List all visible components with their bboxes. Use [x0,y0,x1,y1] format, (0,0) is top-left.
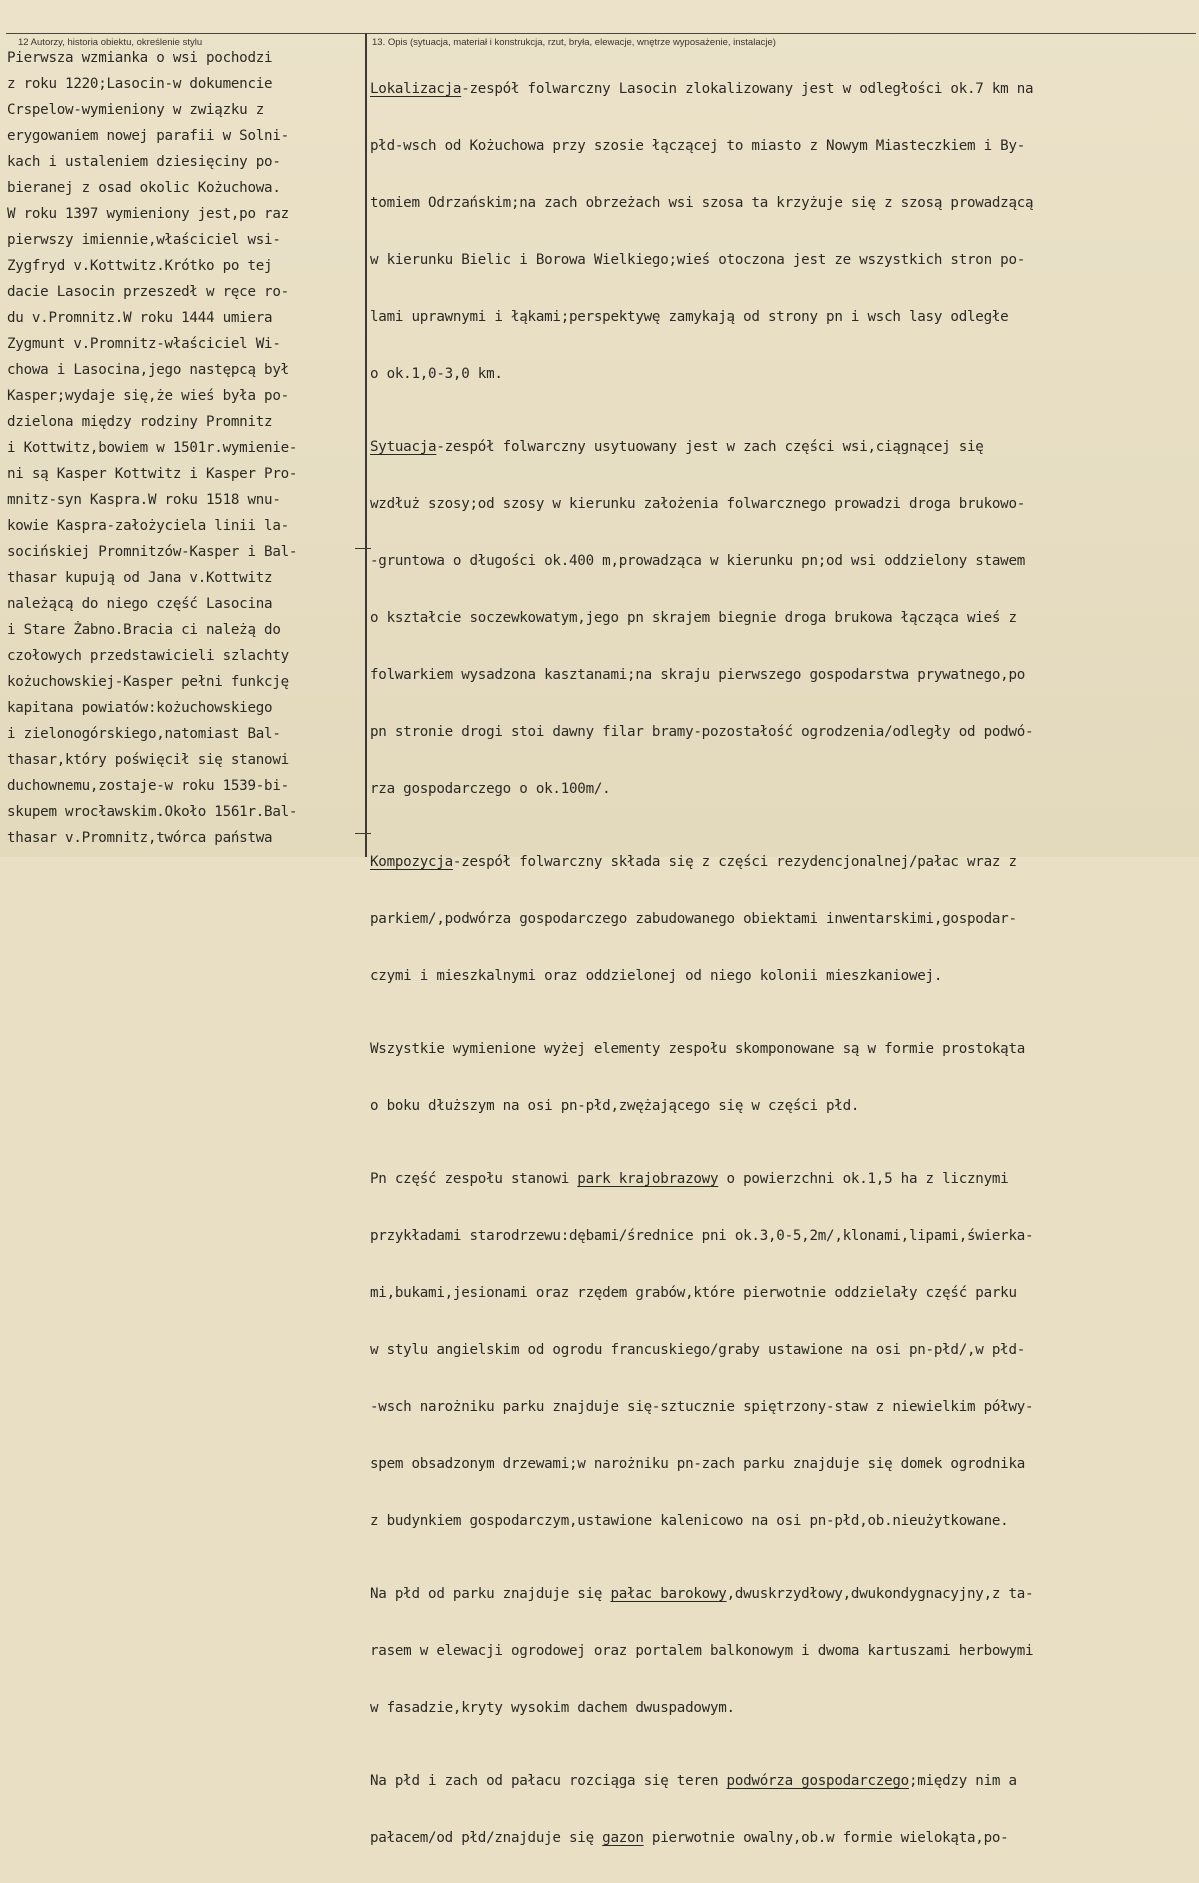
text-line: dzielona między rodziny Promnitz [7,414,273,430]
text-line: przykładami starodrzewu:dębami/średnice pni ok.3,0-5,2m/,klonami,lipami,świerka- [370,1228,1034,1244]
history-text-column [7,45,363,851]
margin-dash-mark [355,548,371,549]
section-heading-lokalizacja: Lokalizacja [370,81,462,97]
text-line: o ok.1,0-3,0 km. [370,366,503,382]
term-podworze-gospodarcze: podwórza gospodarczego [726,1773,909,1789]
text-line: tomiem Odrzańskim;na zach obrzeżach wsi szosa ta krzyżuje się z szosą prowadzącą [370,195,1034,211]
text-line: folwarkiem wysadzona kasztanami;na skraju pierwszego gospodarstwa prywatnego,po [370,667,1026,683]
text-line: Na płd od parku znajduje się pałac barokowy,dwuskrzydłowy,dwukondygnacyjny,z ta- [370,1586,1034,1602]
text-line: czymi i mieszkalnymi oraz oddzielonej od niego kolonii mieszkaniowej. [370,968,943,984]
text-line: Wszystkie wymienione wyżej elementy zespołu skomponowane są w formie prostokąta [370,1041,1026,1057]
text-line: pałacem/od płd/znajduje się gazon pierwotnie owalny,ob.w formie wielokąta,po- [370,1830,1009,1846]
text-line: rasem w elewacji ogrodowej oraz portalem balkonowym i dwoma kartuszami herbowymi [370,1643,1034,1659]
text-line: duchownemu,zostaje-w roku 1539-bi- [7,778,289,794]
text-line: kapitana powiatów:kożuchowskiego [7,700,273,716]
text-line: lami uprawnymi i łąkami;perspektywę zamykają od strony pn i wsch lasy odległe [370,309,1009,325]
term-gazon: gazon [602,1830,644,1846]
term-park-krajobrazowy: park krajobrazowy [577,1171,719,1187]
text-line: skupem wrocławskim.Około 1561r.Bal- [7,804,298,820]
text-line: ni są Kasper Kottwitz i Kasper Pro- [7,466,298,482]
column-divider [365,33,367,857]
text-line: mnitz-syn Kaspra.W roku 1518 wnu- [7,492,281,508]
text-line: Sytuacja-zespół folwarczny usytuowany jest w zach części wsi,ciągnącej się [370,439,984,455]
text-line: z roku 1220;Lasocin-w dokumencie [7,76,273,92]
text-line: Zygmunt v.Promnitz-właściciel Wi- [7,336,281,352]
text-line: socińskiej Promnitzów-Kasper i Bal- [7,544,298,560]
text-line: mi,bukami,jesionami oraz rzędem grabów,które pierwotnie oddzielały część parku [370,1285,1017,1301]
text-line: parkiem/,podwórza gospodarczego zabudowanego obiektami inwentarskimi,gospodar- [370,911,1017,927]
text-line: płd-wsch od Kożuchowa przy szosie łączącej to miasto z Nowym Miasteczkiem i By- [370,138,1026,154]
text-line: chowa i Lasocina,jego następcą był [7,362,289,378]
text-line: należącą do niego część Lasocina [7,596,273,612]
text-line: kowie Kaspra-założyciela linii la- [7,518,289,534]
text-line: Na płd i zach od pałacu rozciąga się teren podwórza gospodarczego;między nim a [370,1773,1017,1789]
text-line: du v.Promnitz.W roku 1444 umiera [7,310,273,326]
margin-dash-mark [355,833,371,834]
text-line: w fasadzie,kryty wysokim dachem dwuspadowym. [370,1700,735,1716]
text-line: spem obsadzonym drzewami;w narożniku pn-zach parku znajduje się domek ogrodnika [370,1456,1026,1472]
text-line: thasar v.Promnitz,twórca państwa [7,830,273,846]
text-line: thasar kupują od Jana v.Kottwitz [7,570,273,586]
text-line: w kierunku Bielic i Borowa Wielkiego;wieś otoczona jest ze wszystkich stron po- [370,252,1026,268]
text-line: czołowych przedstawicieli szlachty [7,648,289,664]
text-line: W roku 1397 wymieniony jest,po raz [7,206,289,222]
text-line: kach i ustaleniem dziesięciny po- [7,154,281,170]
left-column-heading: 12 Autorzy, historia obiektu, określenie stylu [18,37,203,48]
term-palac-barokowy: pałac barokowy [610,1586,727,1602]
text-line: dacie Lasocin przeszedł w ręce ro- [7,284,289,300]
text-line: kożuchowskiej-Kasper pełni funkcję [7,674,289,690]
text-line: Kompozycja-zespół folwarczny składa się z części rezydencjonalnej/pałac wraz z [370,854,1017,870]
text-line: Crspelow-wymieniony w związku z [7,102,265,118]
text-line: bieranej z osad okolic Kożuchowa. [7,180,281,196]
right-column-heading: 13. Opis (sytuacja, materiał i konstrukcja, rzut, bryła, elewacje, wnętrze wyposażenie, instalacje) [372,37,776,48]
text-line: Pn część zespołu stanowi park krajobrazowy o powierzchni ok.1,5 ha z licznymi [370,1171,1009,1187]
text-line: i Stare Żabno.Bracia ci należą do [7,622,281,638]
text-line: z budynkiem gospodarczym,ustawione kalenicowo na osi pn-płd,ob.nieużytkowane. [370,1513,1009,1529]
text-line: i zielonogórskiego,natomiast Bal- [7,726,281,742]
text-line: thasar,który poświęcił się stanowi [7,752,289,768]
text-line: Lokalizacja-zespół folwarczny Lasocin zlokalizowany jest w odległości ok.7 km na [370,81,1034,97]
text-line: o kształcie soczewkowatym,jego pn skrajem biegnie droga brukowa łącząca wieś z [370,610,1017,626]
text-line: pn stronie drogi stoi dawny filar bramy-pozostałość ogrodzenia/odległy od podwó- [370,724,1034,740]
text-line: -gruntowa o długości ok.400 m,prowadząca w kierunku pn;od wsi oddzielony stawem [370,553,1026,569]
text-line: w stylu angielskim od ogrodu francuskiego/graby ustawione na osi pn-płd/,w płd- [370,1342,1026,1358]
text-line: Pierwsza wzmianka o wsi pochodzi [7,50,273,66]
description-text-column [370,45,1196,1883]
text-line: Zygfryd v.Kottwitz.Krótko po tej [7,258,273,274]
text-line: -wsch narożniku parku znajduje się-sztucznie spiętrzony-staw z niewielkim półwy- [370,1399,1034,1415]
section-heading-sytuacja: Sytuacja [370,439,437,455]
text-line: rza gospodarczego o ok.100m/. [370,781,611,797]
section-heading-kompozycja: Kompozycja [370,854,453,870]
text-line: pierwszy imiennie,właściciel wsi- [7,232,281,248]
header-rule [6,33,1196,34]
text-line: erygowaniem nowej parafii w Solni- [7,128,289,144]
text-line: o boku dłuższym na osi pn-płd,zwężającego się w części płd. [370,1098,860,1114]
text-line: i Kottwitz,bowiem w 1501r.wymienie- [7,440,298,456]
text-line: Kasper;wydaje się,że wieś była po- [7,388,289,404]
text-line: wzdłuż szosy;od szosy w kierunku założenia folwarcznego prowadzi droga brukowo- [370,496,1026,512]
